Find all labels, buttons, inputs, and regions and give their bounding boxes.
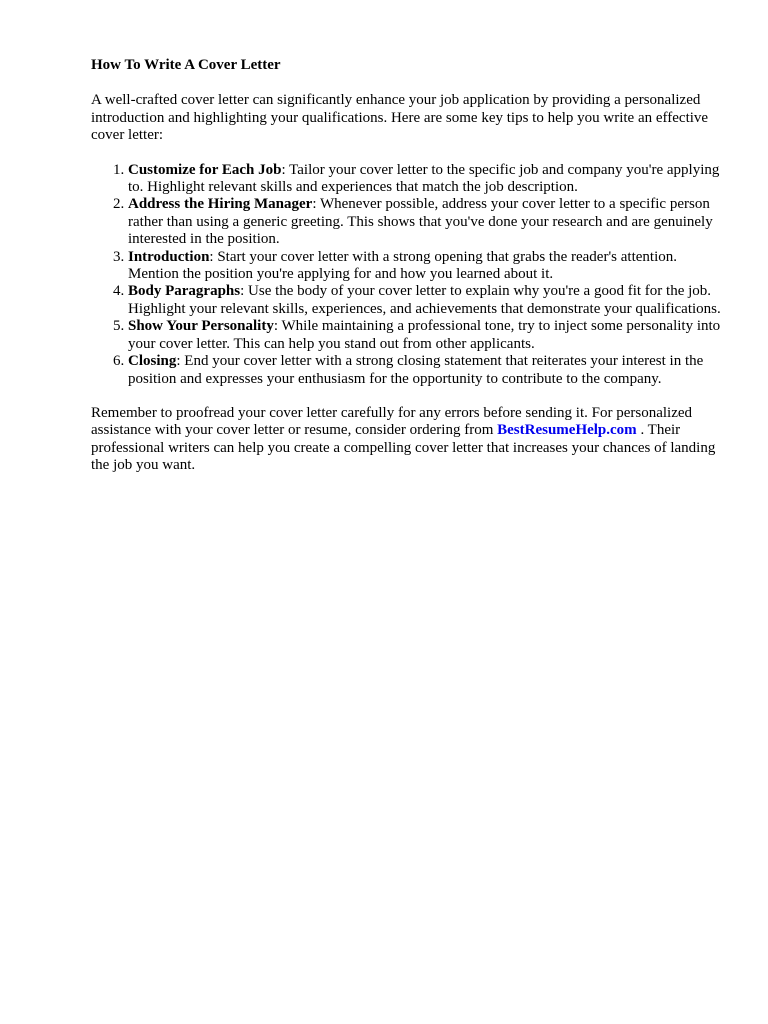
tip-text: Whenever possible, address your cover letter to a specific person rather than using a generic greeting. This shows that you've done your research and are genuinely interested in the position. (128, 196, 713, 248)
tip-label: Show Your Personality (128, 318, 274, 335)
tip-text: Tailor your cover letter to the specific job and company you're applying to. Highlight relevant skills and experiences that match the job description. (128, 161, 720, 196)
closing-text-before-link: Remember to proofread your cover letter carefully for any errors before sending it. For personalized assistance with your cover letter or resume, consider ordering from (91, 404, 693, 439)
tip-separator: : (273, 318, 282, 335)
list-item-closing (128, 353, 724, 388)
intro-paragraph: A well-crafted cover letter can significantly enhance your job application by providing a personalized introduction and highlighting your qualifications. Here are some key tips to help you write an effective cover letter: (91, 92, 709, 144)
bestresumehelp-link[interactable]: BestResumeHelp.com (497, 422, 637, 439)
list-item-body-paragraphs (128, 283, 724, 318)
list-item-introduction (128, 249, 724, 284)
tip-label: Closing (128, 353, 177, 370)
closing-text-after-link: . Their professional writers can help you create a compelling cover letter that increases your chances of landing the job you want. (91, 422, 716, 474)
tip-label: Introduction (128, 248, 210, 265)
tip-label: Address the Hiring Manager (128, 196, 313, 213)
tips-list (91, 162, 724, 388)
tip-text: Use the body of your cover letter to explain why you're a good fit for the job. Highlight your relevant skills, experiences, and achievements that demonstrate your qualifications. (128, 283, 721, 317)
tip-text: While maintaining a professional tone, try to inject some personality into your cover letter. This can help you stand out from other applicants. (128, 318, 721, 352)
tip-separator: : (312, 196, 320, 213)
tip-separator: : (209, 248, 218, 265)
list-item-customize (128, 162, 724, 197)
tip-separator: : (240, 283, 249, 300)
tip-text: End your cover letter with a strong closing statement that reiterates your interest in the position and expresses your enthusiasm for the opportunity to contribute to the company. (128, 353, 704, 387)
tip-text: Start your cover letter with a strong opening that grabs the reader's attention. Mention the position you're applying for and how you learned about it. (128, 248, 677, 283)
tip-label: Customize for Each Job (128, 161, 282, 178)
closing-paragraph (91, 405, 724, 475)
tip-separator: : (176, 353, 185, 370)
page-title: How To Write A Cover Letter (91, 57, 281, 73)
list-item-personality (128, 318, 724, 353)
tip-separator: : (281, 161, 290, 178)
tip-label: Body Paragraphs (128, 283, 241, 300)
list-item-address-manager (128, 196, 724, 248)
